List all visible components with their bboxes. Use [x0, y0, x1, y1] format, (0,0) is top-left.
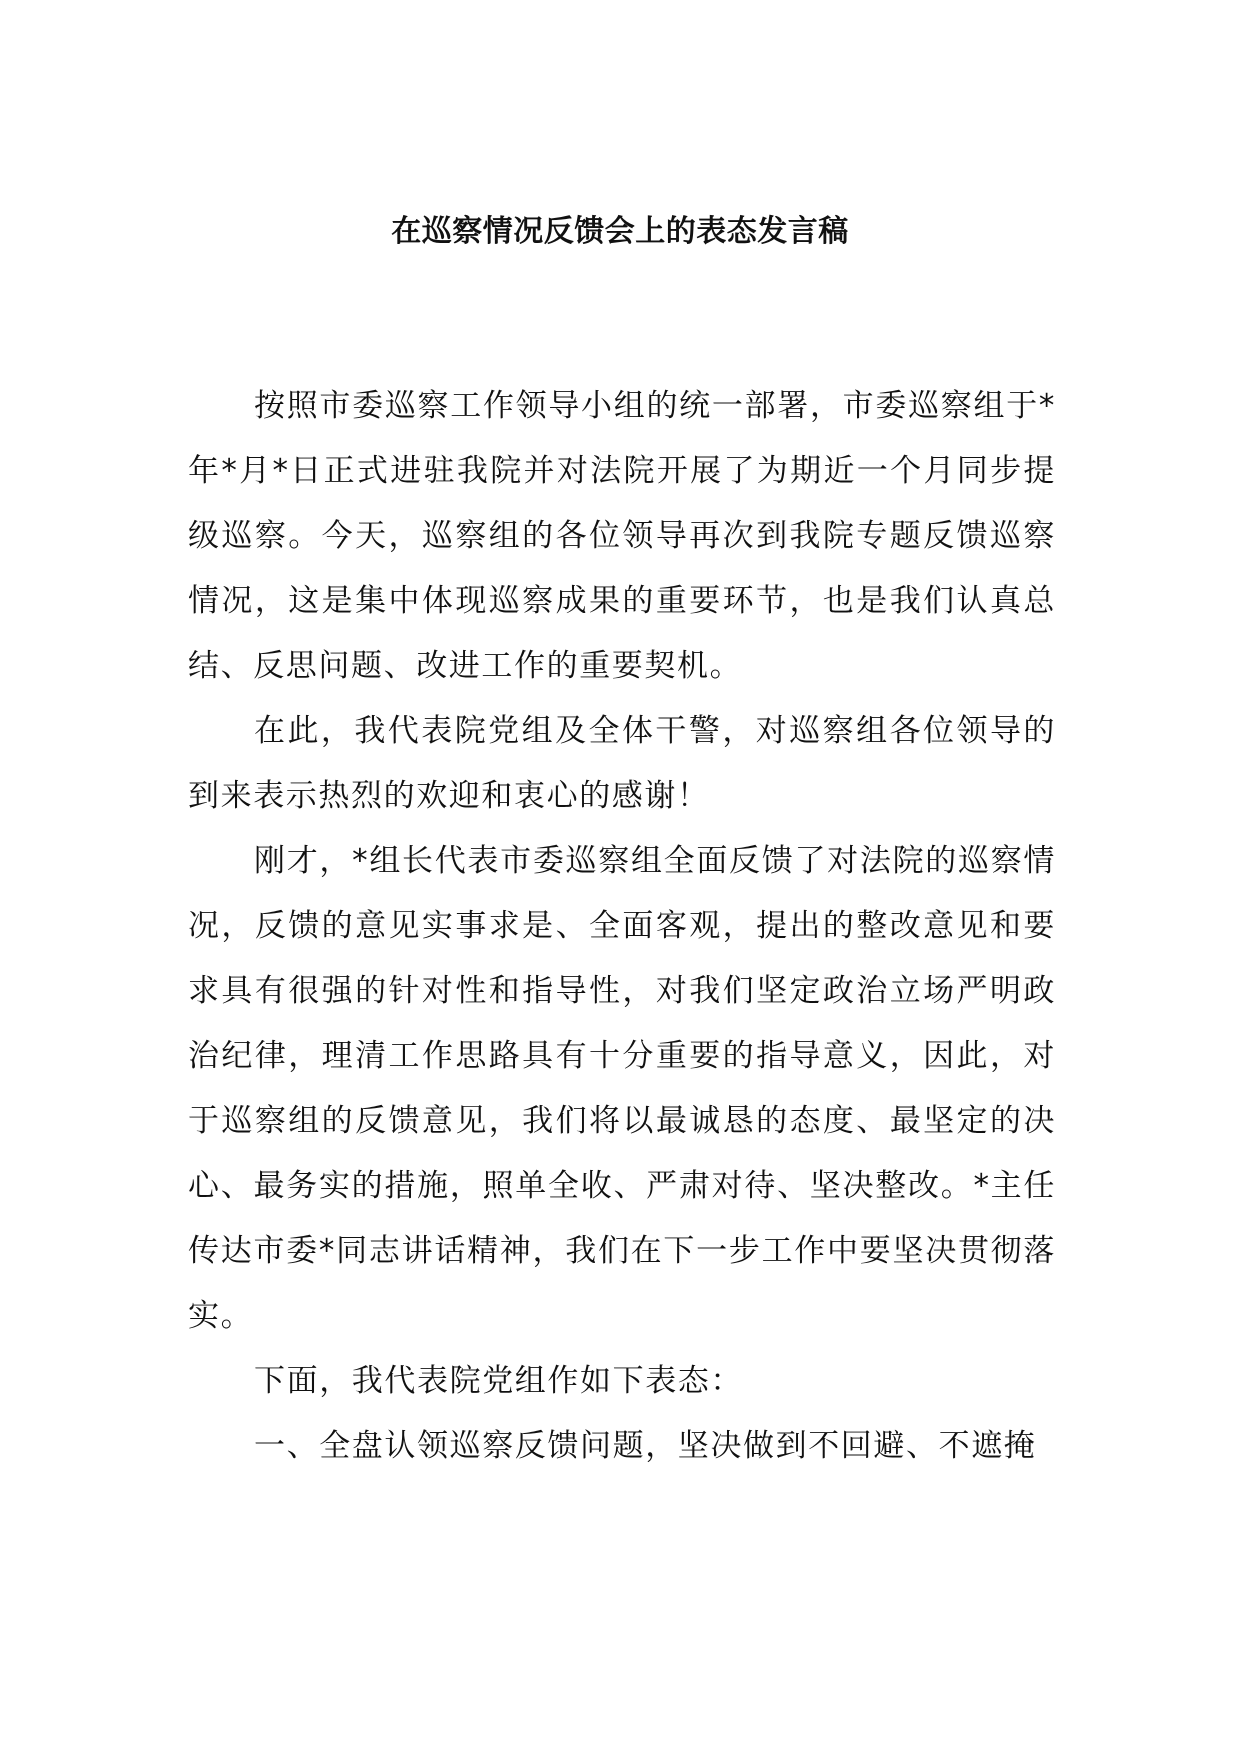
- section-heading-one: 一、全盘认领巡察反馈问题，坚决做到不回避、不遮掩: [254, 1428, 1037, 1464]
- document-body: [188, 374, 1056, 1479]
- paragraph-feedback-response: 刚才，*组长代表市委巡察组全面反馈了对法院的巡察情况，反馈的意见实事求是、全面客观，提出的整改意见和要求具有很强的针对性和指导性，对我们坚定政治立场严明政治纪律，理清工作思路具有十分重要的指导意义，因此，对于巡察组的反馈意见，我们将以最诚恳的态度、最坚定的决心、最务实的措施，照单全收、严肃对待、坚决整改。*主任传达市委*同志讲话精神，我们在下一步工作中要坚决贯彻落实。: [188, 843, 1056, 1334]
- paragraph-intro: 按照市委巡察工作领导小组的统一部署，市委巡察组于*年*月*日正式进驻我院并对法院开展了为期近一个月同步提级巡察。今天，巡察组的各位领导再次到我院专题反馈巡察情况，这是集中体现巡察成果的重要环节，也是我们认真总结、反思问题、改进工作的重要契机。: [188, 388, 1056, 684]
- paragraph-statement-intro: 下面，我代表院党组作如下表态：: [254, 1363, 743, 1399]
- paragraph-welcome: 在此，我代表院党组及全体干警，对巡察组各位领导的到来表示热烈的欢迎和衷心的感谢！: [188, 713, 1056, 814]
- document-title: 在巡察情况反馈会上的表态发言稿: [391, 214, 849, 249]
